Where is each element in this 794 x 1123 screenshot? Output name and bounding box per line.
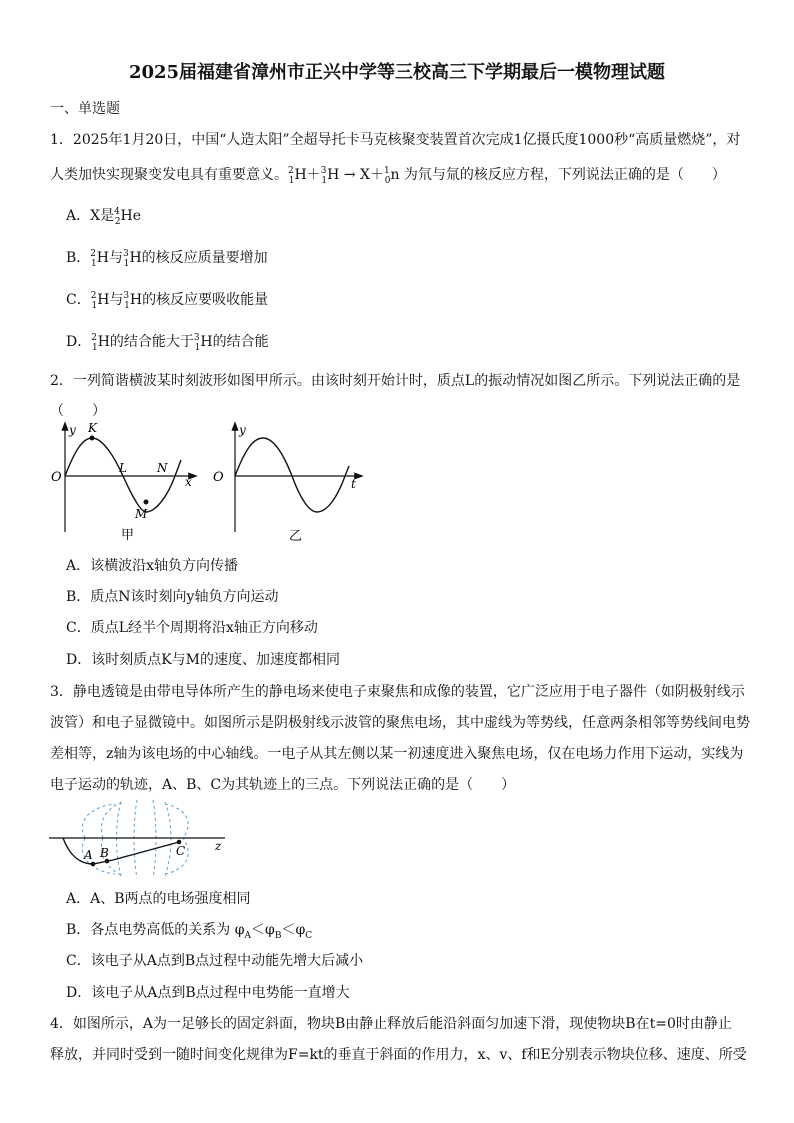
yi-wave-curve (235, 438, 349, 512)
label-m: M (135, 507, 148, 521)
fig-jia-caption: 甲 (121, 528, 135, 543)
q1-stem-line1: 1．2025年1月20日，中国“人造太阳”全超导托卡马克核聚变装置首次完成1亿摄氏度1000秒“高质量燃烧”，对 (50, 132, 741, 148)
q4-stem-line2: 释放，并同时受到一随时间变化规律为F=kt的垂直于斜面的作用力，x、v、f和E分别表示物块位移、速度、所受 (50, 1047, 747, 1063)
q3-stem-line3: 差相等，z轴为该电场的中心轴线。一电子从其左侧以某一初速度进入聚焦电场，仅在电场力作用下运动，实线为 (50, 746, 744, 762)
q3-stem-line2: 波管）和电子显微镜中。如图所示是阴极射线示波管的聚焦电场，其中虚线为等势线，任意两条相邻等势线间电势 (50, 715, 750, 731)
q2-option-a[interactable]: A．该横波沿x轴负方向传播 (66, 558, 239, 574)
label-l: L (119, 461, 127, 475)
q2-wave-figures (45, 420, 375, 545)
q1-option-d[interactable]: D．$^2_1$H的结合能大于$^3_1$H的结合能 (66, 333, 269, 353)
q2-option-c[interactable]: C．质点L经半个周期将沿x轴正方向移动 (66, 620, 318, 636)
q2-stem-line2: （ ） (50, 403, 106, 419)
label-z: z (215, 839, 222, 853)
q1-option-c[interactable]: C．$^2_1$H与$^3_1$H的核反应要吸收能量 (66, 291, 269, 311)
q3-lens-figure (45, 798, 235, 880)
q1-option-b[interactable]: B．$^2_1$H与$^3_1$H的核反应质量要增加 (66, 249, 268, 269)
electron-trajectory (63, 838, 179, 864)
point-k (90, 436, 95, 441)
q2-option-b[interactable]: B．质点N该时刻向y轴负方向运动 (66, 589, 279, 605)
section-heading: 一、单选题 (50, 101, 120, 117)
jia-wave-curve (65, 438, 181, 512)
q3-stem-line4: 电子运动的轨迹，A、B、C为其轨迹上的三点。下列说法正确的是（ ） (50, 777, 516, 793)
jia-x-label: x (185, 475, 192, 489)
label-c: C (176, 844, 186, 858)
page-title: 2025届福建省漳州市正兴中学等三校高三下学期最后一模物理试题 (128, 62, 666, 83)
label-n: N (157, 461, 168, 475)
yi-y-label: y (239, 423, 246, 437)
label-b: B (100, 846, 109, 860)
jia-y-label: y (69, 423, 76, 437)
yi-o-label: O (213, 470, 224, 485)
q4-stem-line1: 4．如图所示，A为一足够长的固定斜面，物块B由静止释放后能沿斜面匀加速下滑，现使物块B在t=0时由静止 (50, 1016, 732, 1032)
label-a: A (84, 848, 93, 862)
point-a (91, 862, 96, 867)
q2-stem-line1: 2．一列简谐横波某时刻波形如图甲所示。由该时刻开始计时，质点L的振动情况如图乙所示。下列说法正确的是 (50, 373, 741, 389)
q3-option-a[interactable]: A．A、B两点的电场强度相同 (66, 891, 251, 907)
q3-option-d[interactable]: D．该电子从A点到B点过程中电势能一直增大 (66, 985, 350, 1001)
q1-option-a[interactable]: A．X是$^4_2$He (66, 207, 142, 227)
jia-o-label: O (51, 470, 62, 485)
yi-t-label: t (351, 477, 356, 491)
label-k: K (88, 421, 97, 435)
fig-yi-caption: 乙 (289, 529, 303, 544)
q1-stem-line2: 人类加快实现聚变发电具有重要意义。$^2_1$H＋$^3_1$H → X＋$^1_0$n 为氘与氚的核反应方程，下列说法正确的是（ ） (50, 166, 726, 186)
q2-option-d[interactable]: D．该时刻质点K与M的速度、加速度都相同 (66, 652, 341, 668)
q3-option-b[interactable]: B．各点电势高低的关系为 $\varphi_A<\varphi_B<\varphi_C$ (66, 922, 313, 941)
point-m (144, 500, 149, 505)
q3-stem-line1: 3．静电透镜是由带电导体所产生的静电场来使电子束聚焦和成像的装置，它广泛应用于电子器件（如阴极射线示 (50, 684, 745, 700)
equipotential-lines (82, 800, 188, 878)
q3-option-c[interactable]: C．该电子从A点到B点过程中动能先增大后减小 (66, 953, 364, 969)
